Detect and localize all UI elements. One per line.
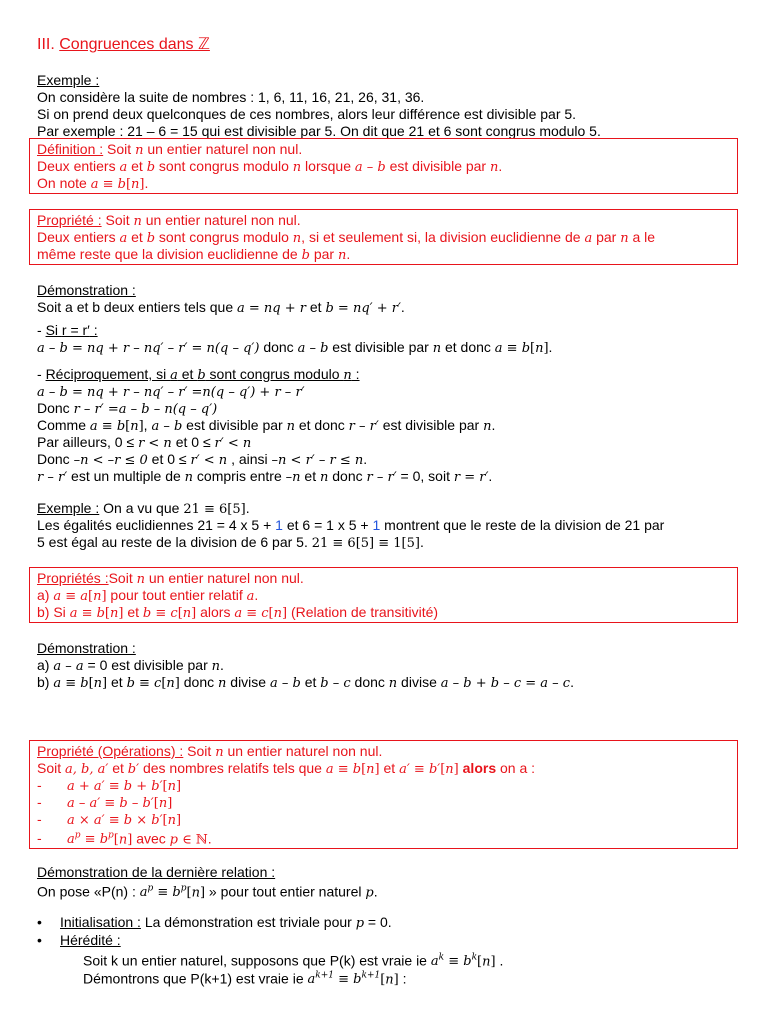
demo-line: a – b = nq + r – nq′ – r′ =n(q – q′) + r – r′: [37, 385, 305, 400]
demo-line: Donc –n < –r ≤ 0 et 0 ≤ r′ < n , ainsi –n < r′ – r ≤ n.: [37, 451, 368, 468]
demo-line: Hérédité :: [60, 932, 121, 948]
demo-line: Initialisation : La démonstration est triviale pour p = 0.: [60, 914, 392, 931]
demo-heading: Démonstration :: [37, 282, 136, 298]
example-heading: Exemple :: [37, 72, 100, 88]
operations-item: - $a^p \equiv b^p[n]$ avec p ∈ ℕ.: [37, 830, 212, 848]
example-line: Par exemple : 21 – 6 = 15 qui est divisible par 5. On dit que 21 et 6 sont congrus modulo 5.: [37, 123, 601, 139]
operations-line: Soit a, b, a′ et b′ des nombres relatifs tels que a ≡ b[n] et a′ ≡ b′[n] alors on a :: [37, 760, 536, 777]
definition-line: Définition : Soit n un entier naturel non nul.: [37, 141, 303, 158]
demo-line: b) a ≡ b[n] et b ≡ c[n] donc n divise a – b et b – c donc n divise a – b + b – c = a – c.: [37, 674, 574, 691]
demo-line: Soit a et b deux entiers tels que a = nq + r et b = nq′ + r′.: [37, 299, 405, 316]
example-line: Exemple : On a vu que 21 ≡ 6[5].: [37, 500, 250, 517]
example-line: 5 est égal au reste de la division de 6 par 5. 21 ≡ 6[5] ≡ 1[5].: [37, 534, 424, 551]
bullet-icon: •: [37, 914, 42, 930]
operations-item: - a – a′ ≡ b – b′[n]: [37, 794, 173, 811]
demo-line: On pose «P(n) : $a^p \equiv b^p[n]$ » pour tout entier naturel p.: [37, 883, 378, 901]
definition-line: On note a ≡ b[n].: [37, 175, 149, 192]
demo-line: Par ailleurs, 0 ≤ r < n et 0 ≤ r′ < n: [37, 434, 252, 451]
definition-line: Deux entiers a et b sont congrus modulo n lorsque a – b est divisible par n.: [37, 158, 503, 175]
properties-line: Propriétés :Soit n un entier naturel non nul.: [37, 570, 304, 587]
example-line: Si on prend deux quelconques de ces nombres, alors leur différence est divisible par 5.: [37, 106, 577, 122]
demo-heading: Démonstration :: [37, 640, 136, 656]
property-line: Propriété : Soit n un entier naturel non nul.: [37, 212, 301, 229]
demo-heading: Démonstration de la dernière relation :: [37, 864, 276, 880]
property-line: Deux entiers a et b sont congrus modulo n, si et seulement si, la division euclidienne de a par n a le: [37, 229, 656, 246]
demo-line: r – r′ est un multiple de n compris entre –n et n donc r – r′ = 0, soit r = r′.: [37, 468, 493, 485]
demo-line: Démontrons que P(k+1) est vraie ie $a^{k+1} \equiv b^{k+1}[n]$ :: [83, 970, 407, 988]
demo-line: Donc r – r′ =a – b – n(q – q′): [37, 400, 218, 417]
operations-item: - a × a′ ≡ b × b′[n]: [37, 811, 182, 828]
demo-line: a) a – a = 0 est divisible par n.: [37, 657, 224, 674]
bullet-icon: •: [37, 932, 42, 948]
demo-line: a – b = nq + r – nq′ – r′ = n(q – q′) donc a – b est divisible par n et donc a ≡ b[n].: [37, 339, 553, 356]
properties-line: a) a ≡ a[n] pour tout entier relatif a.: [37, 587, 259, 604]
property-line: même reste que la division euclidienne de b par n.: [37, 246, 351, 263]
demo-line: Soit k un entier naturel, supposons que P(k) est vraie ie $a^k \equiv b^k[n]$ .: [83, 952, 504, 970]
demo-case-heading: - Réciproquement, si a et b sont congrus modulo n :: [37, 366, 360, 383]
example-line: Les égalités euclidiennes 21 = 4 x 5 + 1 et 6 = 1 x 5 + 1 montrent que le reste de la division de 21 par: [37, 517, 665, 533]
operations-item: - a + a′ ≡ b + b′[n]: [37, 777, 182, 794]
demo-line: Comme a ≡ b[n], a – b est divisible par n et donc r – r′ est divisible par n.: [37, 417, 496, 434]
operations-line: Propriété (Opérations) : Soit n un entier naturel non nul.: [37, 743, 383, 760]
section-title: III. Congruences dans ℤ: [37, 36, 210, 53]
demo-case-heading: - Si r = r′ :: [37, 322, 98, 338]
example-line: On considère la suite de nombres : 1, 6, 11, 16, 21, 26, 31, 36.: [37, 89, 425, 105]
properties-line: b) Si a ≡ b[n] et b ≡ c[n] alors a ≡ c[n] (Relation de transitivité): [37, 604, 439, 621]
